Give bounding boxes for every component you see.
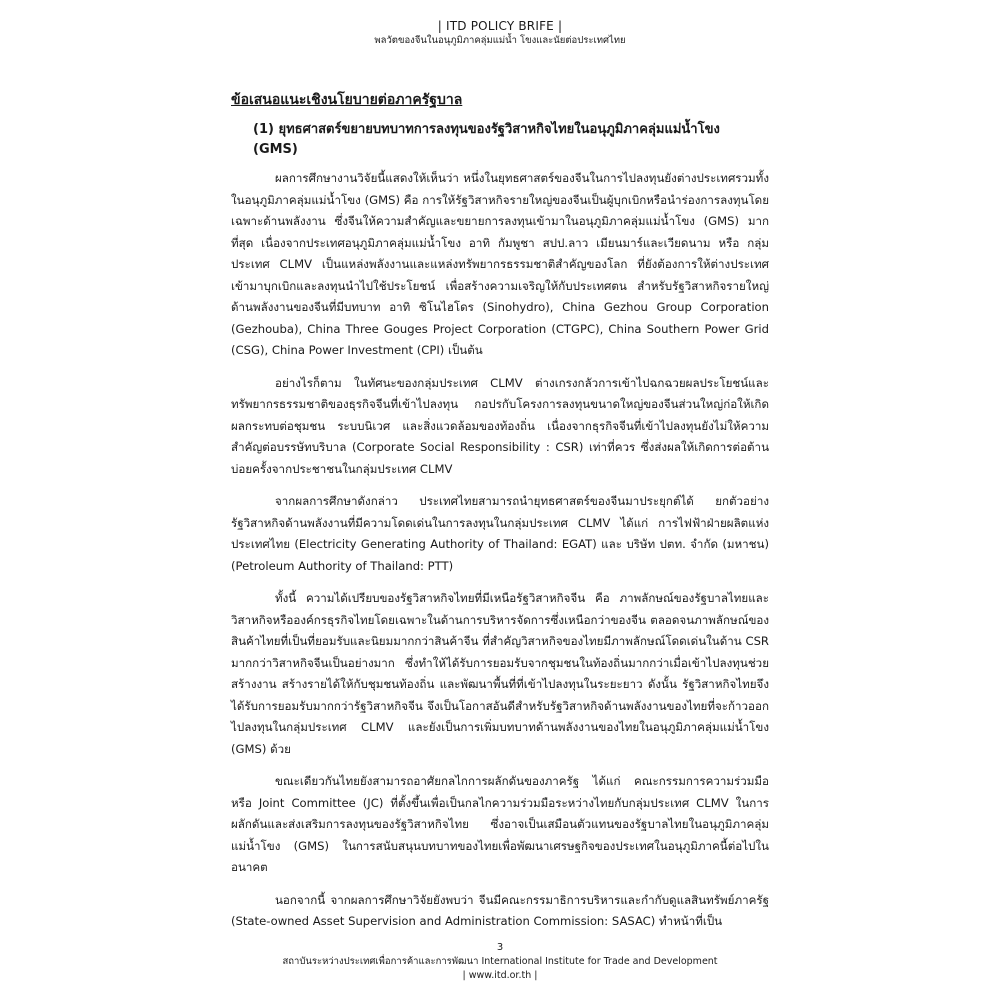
page-footer xyxy=(0,941,1000,983)
page-header xyxy=(0,18,1000,48)
header-subtitle: พลวัตของจีนในอนุภูมิภาคลุ่มแม่น้ำ โขงและนัยต่อประเทศไทย xyxy=(374,35,626,46)
page-number: 3 xyxy=(496,942,504,953)
section-heading: ข้อเสนอแนะเชิงนโยบายต่อภาครัฐบาล xyxy=(231,92,463,108)
main-content xyxy=(231,90,769,944)
paragraph: อย่างไรก็ตาม ในทัศนะของกลุ่มประเทศ CLMV ต่างเกรงกลัวการเข้าไปฉกฉวยผลประโยชน์และทรัพยากรธรรมชาติของธุรกิจจีนที่เข้าไปลงทุน กอปรกับโครงการลงทุนขนาดใหญ่ของจีนส่วนใหญ่ก่อให้เกิดผลกระทบต่อชุมชน ระบบนิเวศ และสิ่งแวดล้อมของท้องถิ่น เนื่องจากธุรกิจจีนที่เข้าไปลงทุนยังไม่ให้ความสำคัญต่อบรรษัทบริบาล (Corporate Social Responsibility : CSR) เท่าที่ควร ซึ่งส่งผลให้เกิดการต่อต้านบ่อยครั้งจากประชาชนในกลุ่มประเทศ CLMV xyxy=(231,375,769,476)
subsection-heading: (1) ยุทธศาสตร์ขยายบทบาทการลงทุนของรัฐวิสาหกิจไทยในอนุภูมิภาคลุ่มแม่น้ำโขง (GMS) xyxy=(253,122,720,157)
paragraph: ขณะเดียวกันไทยยังสามารถอาศัยกลไกการผลักดันของภาครัฐ ได้แก่ คณะกรรมการความร่วมมือ หรือ Joint Committee (JC) ที่ตั้งขึ้นเพื่อเป็นกลไกความร่วมมือระหว่างไทยกับกลุ่มประเทศ CLMV ในการผลักดันและส่งเสริมการลงทุนของรัฐวิสาหกิจไทย ซึ่งอาจเป็นเสมือนตัวแทนของรัฐบาลไทยในอนุภูมิภาคลุ่มแม่น้ำโขง (GMS) ในการสนับสนุนบทบาทของไทยเพื่อพัฒนาเศรษฐกิจของประเทศในอนุภูมิภาคนี้ต่อไปในอนาคต xyxy=(231,774,769,874)
paragraph: จากผลการศึกษาดังกล่าว ประเทศไทยสามารถนำยุทธศาสตร์ของจีนมาประยุกต์ได้ ยกตัวอย่างรัฐวิสาหกิจด้านพลังงานที่มีความโดดเด่นในการลงทุนในกลุ่มประเทศ CLMV ได้แก่ การไฟฟ้าฝ่ายผลิตแห่งประเทศไทย (Electricity Generating Authority of Thailand: EGAT) และ บริษัท ปตท. จำกัด (มหาชน) (Petroleum Authority of Thailand: PTT) xyxy=(231,494,769,573)
paragraph: ทั้งนี้ ความได้เปรียบของรัฐวิสาหกิจไทยที่มีเหนือรัฐวิสาหกิจจีน คือ ภาพลักษณ์ของรัฐบาลไทยและวิสาหกิจหรือองค์กรธุรกิจไทยโดยเฉพาะในด้านการบริหารจัดการซึ่งเหนือกว่าของจีน ตลอดจนภาพลักษณ์ของสินค้าไทยที่เป็นที่ยอมรับและนิยมมากกว่าสินค้าจีน ที่สำคัญวิสาหกิจของไทยมีภาพลักษณ์โดดเด่นในด้าน CSR มากกว่าวิสาหกิจจีนเป็นอย่างมาก ซึ่งทำให้ได้รับการยอมรับจากชุมชนในท้องถิ่นมากกว่าเมื่อเข้าไปลงทุนช่วยสร้างงาน สร้างรายได้ให้กับชุมชนท้องถิ่น และพัฒนาพื้นที่ที่เข้าไปลงทุนในระยะยาว ดังนั้น รัฐวิสาหกิจไทยจึงได้รับการยอมรับมากกว่ารัฐวิสาหกิจจีน จึงเป็นโอกาสอันดีสำหรับรัฐวิสาหกิจด้านพลังงานของไทยที่จะก้าวออกไปลงทุนในกลุ่มประเทศ CLMV และยังเป็นการเพิ่มบทบาทด้านพลังงานของไทยในอนุภูมิภาคลุ่มแม่น้ำโขง (GMS) ด้วย xyxy=(231,591,769,756)
paragraph: นอกจากนี้ จากผลการศึกษาวิจัยยังพบว่า จีนมีคณะกรรมาธิการบริหารและกำกับดูแลสินทรัพย์ภาครัฐ (State-owned Asset Supervision and Administration Commission: SASAC) ทำหน้าที่เป็น xyxy=(231,892,769,928)
footer-website: | www.itd.or.th | xyxy=(462,970,538,981)
footer-institute: สถาบันระหว่างประเทศเพื่อการค้าและการพัฒนา International Institute for Trade and Development xyxy=(282,956,718,967)
paragraph: ผลการศึกษางานวิจัยนี้แสดงให้เห็นว่า หนึ่งในยุทธศาสตร์ของจีนในการไปลงทุนยังต่างประเทศรวมทั้งในอนุภูมิภาคลุ่มแม่น้ำโขง (GMS) คือ การให้รัฐวิสาหกิจรายใหญ่ของจีนเป็นผู้บุกเบิกหรือนำร่องการลงทุนโดยเฉพาะด้านพลังงาน ซึ่งจีนให้ความสำคัญและขยายการลงทุนเข้ามาในอนุภูมิภาคลุ่มแม่น้ำโขง (GMS) มากที่สุด เนื่องจากประเทศอนุภูมิภาคลุ่มแม่น้ำโขง อาทิ กัมพูชา สปป.ลาว เมียนมาร์และเวียดนาม หรือ กลุ่มประเทศ CLMV เป็นแหล่งพลังงานและแหล่งทรัพยากรธรรมชาติสำคัญของโลก ที่ยังต้องการให้ต่างประเทศเข้ามาบุกเบิกและลงทุนนำไปใช้ประโยชน์ เพื่อสร้างความเจริญให้กับประเทศตน สำหรับรัฐวิสาหกิจรายใหญ่ด้านพลังงานของจีนที่มีบทบาท อาทิ ซิโนไฮโดร (Sinohydro), China Gezhou Group Corporation (Gezhouba), China Three Gouges Project Corporation (CTGPC), China Southern Power Grid (CSG), China Power Investment (CPI) เป็นต้น xyxy=(231,171,769,357)
header-title: | ITD POLICY BRIFE | xyxy=(437,19,563,33)
